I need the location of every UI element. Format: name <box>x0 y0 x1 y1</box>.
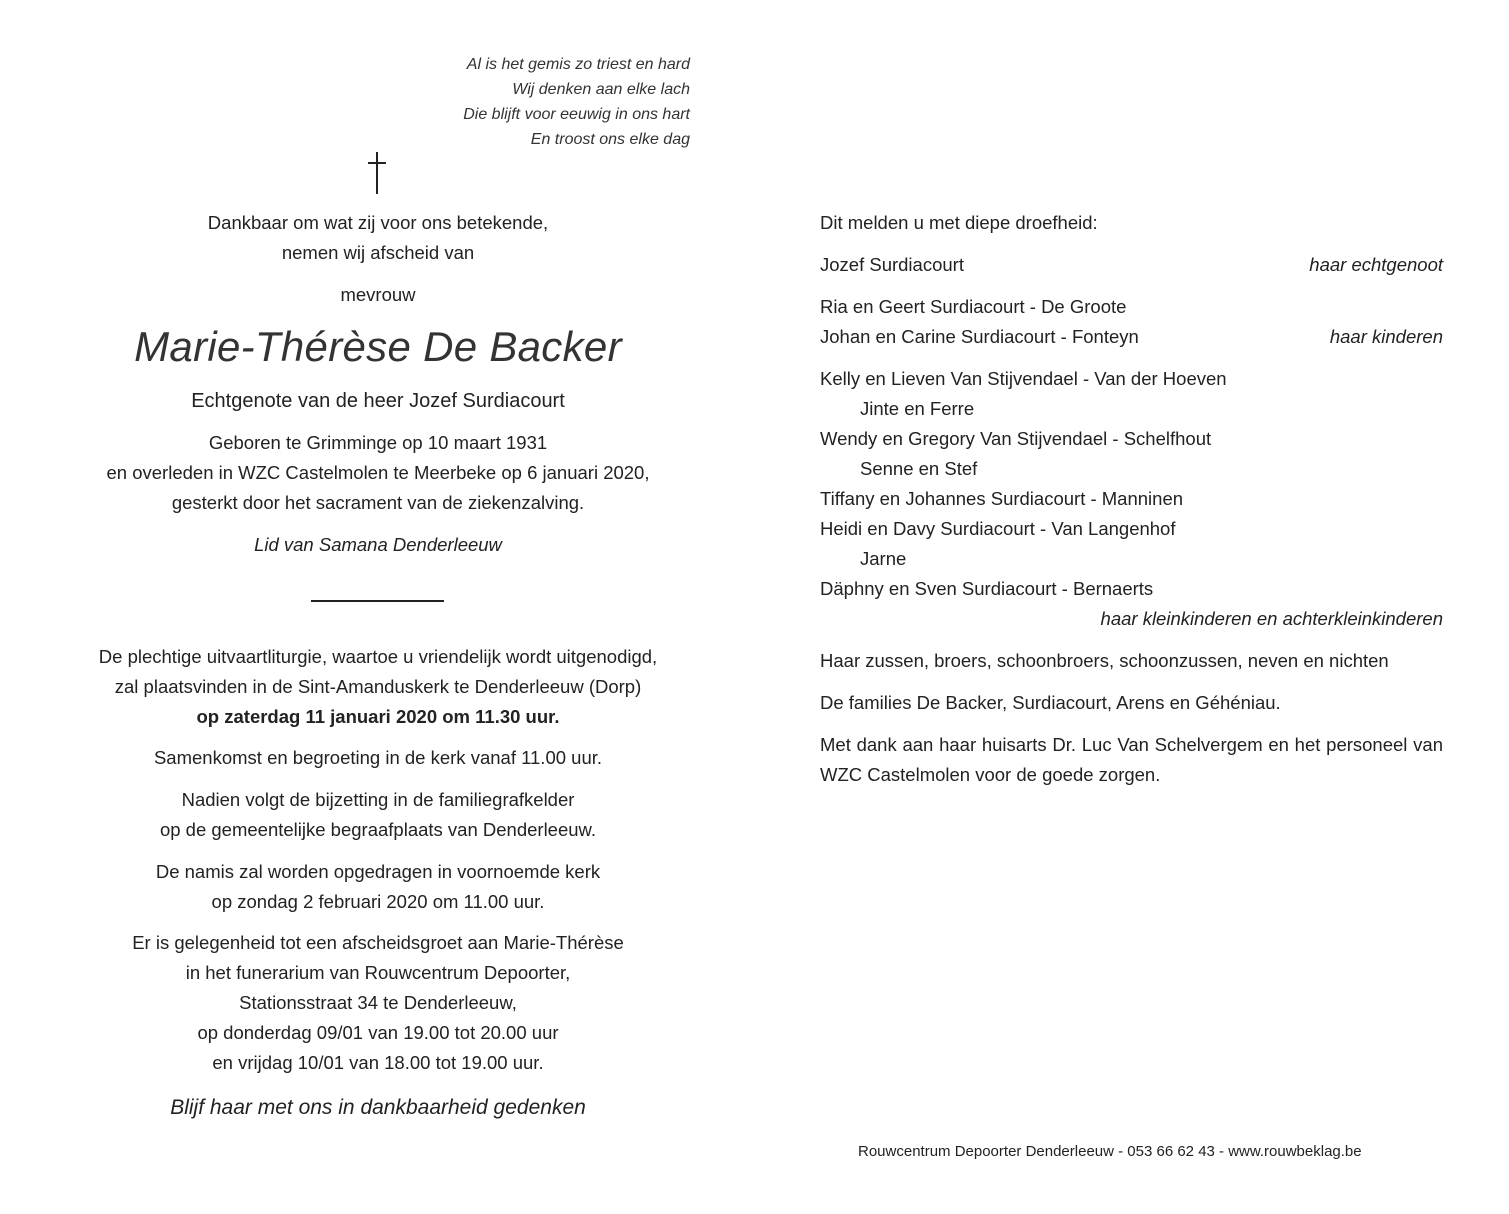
family-line: Haar zussen, broers, schoonbroers, schoonzussen, neven en nichten <box>820 650 1389 671</box>
poem-line: Wij denken aan elke lach <box>512 81 690 98</box>
visit-line: op donderdag 09/01 van 19.00 tot 20.00 uur <box>197 1022 559 1043</box>
mass-line: op zondag 2 februari 2020 om 11.00 uur. <box>211 891 545 912</box>
family-line: Ria en Geert Surdiacourt - De Groote <box>820 296 1127 317</box>
liturgy-line: De plechtige uitvaartliturgie, waartoe u vriendelijk wordt uitgenodigd, <box>98 646 658 667</box>
liturgy-line: zal plaatsvinden in de Sint-Amanduskerk te Denderleeuw (Dorp) <box>114 676 642 697</box>
poem-line: Al is het gemis zo triest en hard <box>466 56 690 73</box>
gathering: Samenkomst en begroeting in de kerk vanaf 11.00 uur. <box>153 747 603 768</box>
bio-line: Geboren te Grimminge op 10 maart 1931 <box>208 432 548 453</box>
membership: Lid van Samana Denderleeuw <box>254 534 502 555</box>
family-role: haar echtgenoot <box>1309 254 1443 275</box>
burial-line: Nadien volgt de bijzetting in de familiegrafkelder <box>181 789 575 810</box>
family-role: haar kleinkinderen en achterkleinkinderen <box>1100 608 1443 629</box>
footer: Rouwcentrum Depoorter Denderleeuw - 053 66 62 43 - www.rouwbeklag.be <box>858 1143 1362 1160</box>
closing: Blijf haar met ons in dankbaarheid gedenken <box>170 1096 586 1119</box>
visit-line: en vrijdag 10/01 van 18.00 tot 19.00 uur. <box>212 1052 544 1073</box>
visit-line: Stationsstraat 34 te Denderleeuw, <box>239 992 517 1013</box>
family-line: Johan en Carine Surdiacourt - Fonteyn <box>820 326 1139 347</box>
mass-line: De namis zal worden opgedragen in voornoemde kerk <box>155 861 601 882</box>
family-line: Wendy en Gregory Van Stijvendael - Schelfhout <box>820 428 1212 449</box>
visit-line: in het funerarium van Rouwcentrum Depoorter, <box>185 962 571 983</box>
title: mevrouw <box>340 284 416 305</box>
thanks: Met dank aan haar huisarts Dr. Luc Van Schelvergem en het personeel van WZC Castelmolen voor de goede zorgen. <box>820 734 1443 785</box>
deceased-name: Marie-Thérèse De Backer <box>134 323 622 370</box>
spouse-line: Echtgenote van de heer Jozef Surdiacourt <box>191 390 565 412</box>
family-line: Jinte en Ferre <box>860 398 975 419</box>
intro-line: Dankbaar om wat zij voor ons betekende, <box>207 212 549 233</box>
bio-line: en overleden in WZC Castelmolen te Meerbeke op 6 januari 2020, <box>106 462 650 483</box>
burial-line: op de gemeentelijke begraafplaats van Denderleeuw. <box>159 819 597 840</box>
family-line: Heidi en Davy Surdiacourt - Van Langenhof <box>820 518 1176 539</box>
family-line: Däphny en Sven Surdiacourt - Bernaerts <box>820 578 1154 599</box>
family-line: Senne en Stef <box>860 458 978 479</box>
visit-line: Er is gelegenheid tot een afscheidsgroet aan Marie-Thérèse <box>132 932 624 953</box>
announce-intro: Dit melden u met diepe droefheid: <box>820 212 1098 233</box>
intro-line: nemen wij afscheid van <box>281 242 475 263</box>
family-line: Jarne <box>860 548 907 569</box>
bio-line: gesterkt door het sacrament van de ziekenzalving. <box>171 492 585 513</box>
family-line: Kelly en Lieven Van Stijvendael - Van der Hoeven <box>820 368 1227 389</box>
poem-line: Die blijft voor eeuwig in ons hart <box>463 106 690 123</box>
family-line: Jozef Surdiacourt <box>820 254 964 275</box>
liturgy-date: op zaterdag 11 januari 2020 om 11.30 uur. <box>196 706 560 727</box>
poem-line: En troost ons elke dag <box>530 131 690 148</box>
family-role: haar kinderen <box>1329 326 1443 347</box>
cross-icon <box>376 152 378 194</box>
divider <box>311 600 444 602</box>
family-line: De families De Backer, Surdiacourt, Arens en Géhéniau. <box>820 692 1281 713</box>
family-line: Tiffany en Johannes Surdiacourt - Manninen <box>820 488 1184 509</box>
